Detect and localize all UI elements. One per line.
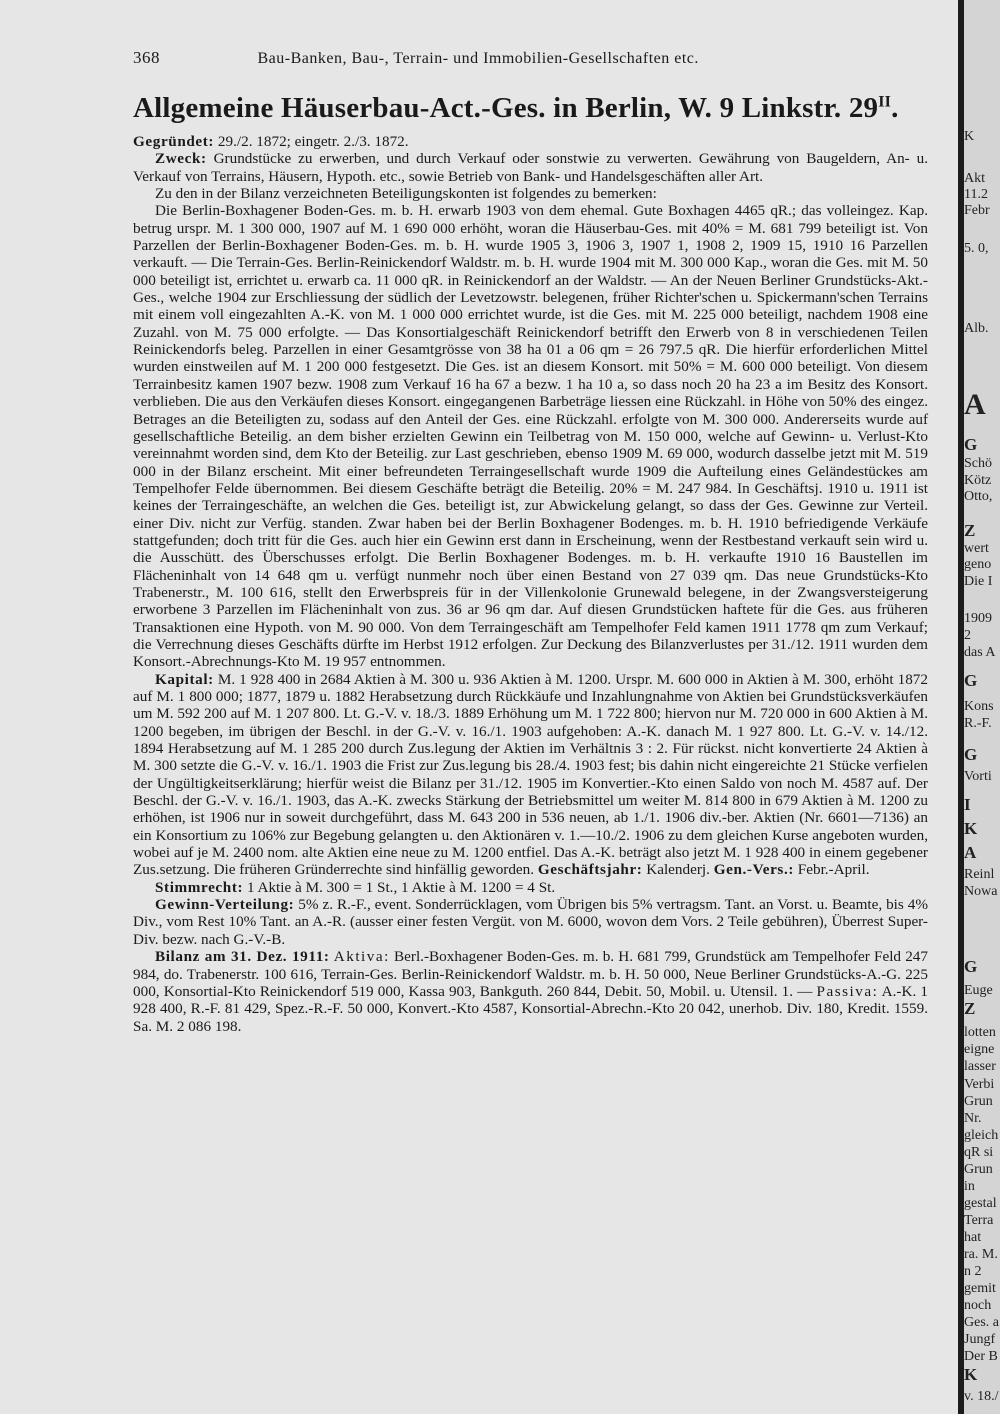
margin-fragment: Reinl (964, 867, 995, 882)
margin-fragment: 11.2 (964, 187, 988, 202)
margin-fragment: Akt (964, 171, 985, 186)
margin-fragment: wert (964, 541, 989, 556)
label-zweck: Zweck: (155, 150, 207, 168)
label-aktiva: Aktiva: (333, 948, 390, 966)
margin-fragment: Grun (964, 1094, 993, 1109)
margin-fragment: Verbi (964, 1077, 995, 1092)
margin-fragment: Nr. (964, 1111, 982, 1126)
label-gewinn-verteilung: Gewinn-Verteilung: (155, 896, 295, 914)
margin-fragment: Otto, (964, 489, 993, 504)
margin-fragment: Kötz (964, 473, 992, 488)
margin-fragment: Jungf (964, 1332, 996, 1347)
margin-fragment: v. 18./ (964, 1389, 999, 1404)
section-bilanz (133, 948, 928, 1035)
margin-fragment: n 2 (964, 1264, 982, 1279)
margin-fragment: Der B (964, 1349, 998, 1364)
section-zweck (133, 150, 928, 185)
margin-fragment: R.-F. (964, 716, 992, 731)
section-gegruendet (133, 133, 928, 150)
margin-fragment: lotten (964, 1025, 996, 1040)
margin-fragment: in (964, 1179, 975, 1194)
margin-fragment: gleich (964, 1128, 999, 1143)
margin-fragment: Z (964, 521, 976, 540)
beteiligungen-detail: Die Berlin-Boxhagener Boden-Ges. m. b. H. erwarb 1903 von dem ehemal. Gute Boxhagen 4465 qR.; das volleingez. Kap. betrug urspr. M. 1 300 000, 1907 auf M. 1 690 000 erhöht, woran die Häuserbau-Ges. mit 40% = M. 681 799 beteiligt ist. Von Parzellen der Berlin-Boxhagener Boden-Ges. m. b. H. wurde 1905 3, 1906 3, 1907 1, 1908 2, 1909 15, 1910 16 Parzellen verkauft. — Die Terrain-Ges. Berlin-Reinickendorf Waldstr. m. b. H. wurde 1904 mit M. 300 000 Kap., woran die Ges. mit M. 50 000 beteiligt ist, errichtet u. erwarb ca. 11 000 qR. in Reinickendorf an der Waldstr. — An der Neuen Berliner Grundstücks-Akt.-Ges., welche 1904 zur Erschliessung der südlich der Levetzowstr. belegenen, früher Richter'schen u. Spickermann'schen Terrains mit einem voll eingezahlten A.-K. von M. 1 000 000 errichtet wurde, ist die Ges. mit M. 225 000 beteiligt, nachdem 1908 eine Zuzahl. von M. 75 000 erfolgte. — Das Konsortialgeschäft Reinickendorf betrifft den Erwerb von 8 in verschiedenen Teilen Reinickendorfs beleg. Parzellen in einer Gesamtgrösse von 38 ha 01 a 06 qm = 26 797.5 qR. Die hierfür erforderlichen Mittel wurden einstweilen auf M. 1 200 000 festgesetzt. Die Ges. ist an diesem Konsort. mit 50% = M. 600 000 beteiligt. Von diesem Terrainbesitz kamen 1907 bezw. 1908 zum Verkauf 16 ha 67 a bezw. 1 ha 10 a, so dass noch 20 ha 23 a im Besitz des Konsort. verblieben. Die aus den Verkäufen dieses Konsort. eingegangenen Barbeträge liessen eine Rückzahl. in Höhe von 50% des eingez. Betrages an die Beteiligten zu, sodass auf den Anteil der Ges. eine Rückzahl. erfolgte von M. 300 000. Andererseits wurde auf gesellschaftliche Beteilig. an dem bisher erzielten Gewinn ein Teilbetrag von M. 150 000, welche auf Gewinn- u. Verlust-Kto vereinnahmt worden sind, dem Kto der Beteilig. zur Last geschrieben, ebenso 1909 M. 69 000, wodurch dasselbe jetzt mit M. 519 000 in der Bilanz erscheint. Mit einer befreundeten Terraingesellschaft wurde 1909 die Aufteilung eines Geländestückes am Tempelhofer Felde übernommen. Bei diesem Geschäfte beträgt die Beteilig. 20% = M. 247 984. In Geschäftsj. 1910 u. 1911 ist keines der Terraingeschäfte, an welchen die Ges. beteiligt ist, zur Abwickelung gelangt, so dass der Ges. Gewinne zur Verteil. einer Div. nicht zur Verfüg. standen. Zwar haben bei der Berlin Boxhagener Bodenges. m. b. H. 1910 befriedigende Verkäufe stattgefunden; doch tritt für die Ges. auch hier ein Gewinn erst dann in Erscheinung, wenn der Restbestand verkauft sein wird u. die Ausschütt. des Überschusses erfolgt. Die Berlin Boxhagener Bodenges. m. b. H. verkaufte 1910 16 Baustellen im Flächeninhalt von 14 648 qm u. verfügt nunmehr noch über einen Bestand von 27 039 qm. Das neue Grundstücks-Kto Trabenerstr., M. 100 616, stellt den Erwerbspreis für in der Villenkolonie Grunewald belegene, in der Zwangsversteigerung erworbene 3 Parzellen im Flächeninhalt von zus. 36 ar 96 qm dar. Auf diesen Grundstücken haftete für die Ges. aus früheren Transaktionen eine Hypoth. von M. 90 000. Von dem Terraingeschäft am Tempelhofer Feld kamen 1911 1778 qm zum Verkauf; die Verrechnung dieses Geschäfts dürfte im Herbst 1912 erfolgen. Zur Deckung des Bilanzverlustes per 31./12. 1911 wurden dem Konsort.-Abrechnungs-Kto M. 19 957 entnommen. (133, 202, 928, 671)
margin-fragment: G (964, 957, 978, 976)
margin-fragment: Terra (964, 1213, 994, 1228)
document-body (133, 133, 928, 1035)
company-title-sup: II (878, 93, 892, 111)
margin-fragment: geno (964, 557, 992, 572)
label-genvers: Gen.-Vers.: (713, 861, 794, 879)
section-stimmrecht (133, 879, 928, 896)
company-title: Allgemeine Häuserbau-Act.-Ges. in Berlin, W. 9 Linkstr. $29^{II}$. (133, 92, 899, 124)
margin-fragment: Z (964, 999, 976, 1018)
margin-fragment: noch (964, 1298, 992, 1313)
margin-fragment: K (964, 819, 978, 838)
margin-fragment: gestal (964, 1196, 997, 1211)
margin-fragment: Die I (964, 574, 993, 589)
margin-fragment: das A (964, 645, 996, 660)
text-passiva: A.-K. 1 928 400, R.-F. 81 429, Spez.-R.-F. 50 000, Konvert.-Kto 4587, Konsortial-Abrechn.-Kto 20 042, unerhob. Div. 180, Kredit. 1559. Sa. M. 2 086 198. (133, 982, 929, 1035)
margin-fragment: ra. M. (964, 1247, 998, 1262)
text-geschaeftsjahr: Kalenderj. (646, 861, 710, 879)
text-aktiva: Berl.-Boxhagener Boden-Ges. m. b. H. 681 799, Grundstück am Tempelhofer Feld 247 984, do. Trabenerstr. 100 616, Terrain-Ges. Berlin-Reinickendorf Waldstr. m. b. H. 50 000, Neue Berliner Grundstücks-A.-G. 225 000, Konsortial-Kto Reinickendorf 519 000, Kassa 903, Bankguth. 260 844, Debit. 50, Mobil. u. Utensil. 1. — (133, 948, 928, 1000)
text-zweck: Grundstücke zu erwerben, und durch Verkauf oder sonstwie zu verwerten. Gewährung von Baugeldern, An- u. Verkauf von Terrains, Häusern, Hypoth. etc., sowie Betrieb von Bank- und Handelsgeschäften aller Art. (133, 150, 928, 185)
label-kapital: Kapital: (155, 670, 214, 688)
text-gewinn-verteilung: 5% z. R.-F., event. Sonderrücklagen, vom Übrigen bis 5% vertragsm. Tant. an Vorst. u. Beamte, bis 4% Div., vom Rest 10% Tant. an A.-R. (ausser einer festen Vergüt. von M. 6000, wovon dem Vors. 2 Teile gebühren), Überrest Super-Div. bezw. nach G.-V.-B. (133, 896, 928, 948)
label-passiva: Passiva: (816, 982, 879, 1000)
margin-fragment: Alb. (964, 321, 989, 336)
margin-fragment: Grun (964, 1162, 993, 1177)
label-stimmrecht: Stimmrecht: (155, 878, 244, 896)
margin-fragment: qR si (964, 1145, 994, 1160)
beteiligungen-intro: Zu den in der Bilanz verzeichneten Beteiligungskonten ist folgendes zu bemerken: (155, 185, 657, 203)
label-bilanz: Bilanz am 31. Dez. 1911: (155, 948, 330, 966)
section-kapital (133, 671, 928, 879)
margin-fragment: K (964, 129, 975, 144)
margin-fragment: 2 (964, 628, 971, 643)
margin-fragment: Schö (964, 456, 992, 471)
margin-fragment: K (964, 1365, 978, 1384)
margin-fragment: 1909 (964, 611, 992, 626)
section-gewinn-verteilung (133, 896, 928, 948)
margin-fragment: A (964, 843, 977, 862)
margin-fragment: Vorti (964, 769, 992, 784)
margin-fragment: I (964, 795, 971, 814)
text-kapital: M. 1 928 400 in 2684 Aktien à M. 300 u. 936 Aktien à M. 1200. Urspr. M. 600 000 in Aktien à M. 300, erhöht 1872 auf M. 1 800 000; 1877, 1879 u. 1882 Herabsetzung durch Rückkäufe und Inzahlungnahme von Aktien bei Grundstücksverkäufen um M. 592 200 auf M. 1 207 800. Lt. G.-V. v. 18./3. 1889 Erhöhung um M. 1 722 800; hiervon nur M. 720 000 in 600 Aktien à M. 1200 begeben, im übrigen der Beschl. in der G.-V. v. 16./1. 1903 aufgehoben: A.-K. danach M. 1 927 800. Lt. G.-V. v. 14./12. 1894 Herabsetzung auf M. 1 285 200 durch Zus.legung der Aktien im Verhältnis 3 : 2. Für rückst. nicht konvertierte 24 Aktien à M. 300 setzte die G.-V. v. 16./1. 1903 die Frist zur Zus.legung bis 28./4. 1903 fest; bis dahin nicht eingereichte 21 Stücke verfielen der Ungültigkeitserklärung; hierfür weist die Bilanz per 31./12. 1905 im Konvertier.-Kto einen Saldo von noch M. 4587 auf. Der Beschl. der G.-V. v. 16./1. 1903, das A.-K. zwecks Stärkung der Betriebsmittel um weiter M. 814 800 in 679 Aktien à M. 1200 zu erhöhen, ist 1906 nur in soweit durchgeführt, dass M. 643 200 in 536 neuen, ab 1./1. 1906 div.-ber. Aktien (Nr. 6601—7136) an ein Konsortium zu 106% zur Begebung gelangten u. den Aktionären v. 1.—10./2. 1906 zu dem gleichen Kurse angeboten wurden, wobei auf je M. 2400 nom. alte Aktien eine neue zu M. 1200 entfiel. Das A.-K. beträgt also jetzt M. 1 928 400 in einem gegebener Zus.setzung. Die früheren Gründerrechte sind hinfällig geworden. (133, 670, 928, 879)
text-gegruendet: 29./2. 1872; eingetr. 2./3. 1872. (217, 133, 409, 150)
page-number: 368 (133, 48, 160, 67)
label-gegruendet: Gegründet: (133, 133, 215, 150)
margin-fragment: Febr (964, 203, 990, 218)
running-title: Bau-Banken, Bau-, Terrain- und Immobilien-Gesellschaften etc. (257, 50, 699, 67)
margin-fragment: Ges. a (964, 1315, 999, 1330)
margin-fragment: gemit (964, 1281, 996, 1296)
label-geschaeftsjahr: Geschäftsjahr: (537, 861, 643, 879)
margin-fragment: Euge (964, 983, 993, 998)
margin-fragment: Nowa (964, 884, 998, 899)
margin-fragment: lasser (964, 1059, 996, 1074)
company-title-text: Allgemeine Häuserbau-Act.-Ges. in Berlin, W. 9 Linkstr. 29 (133, 92, 879, 124)
margin-fragment: hat (964, 1230, 982, 1245)
margin-fragment: G (964, 671, 978, 690)
margin-fragment: G (964, 745, 978, 764)
adjacent-page-fragment (964, 0, 1000, 1414)
margin-fragment: G (964, 435, 978, 454)
margin-fragment: A (964, 388, 986, 421)
margin-fragment: eigne (964, 1042, 995, 1057)
running-header (133, 48, 933, 68)
text-stimmrecht: 1 Aktie à M. 300 = 1 St., 1 Aktie à M. 1200 = 4 St. (246, 878, 556, 896)
margin-fragment: Kons (964, 699, 994, 714)
text-genvers: Febr.-April. (797, 861, 870, 879)
margin-fragment: 5. 0, (964, 241, 989, 256)
